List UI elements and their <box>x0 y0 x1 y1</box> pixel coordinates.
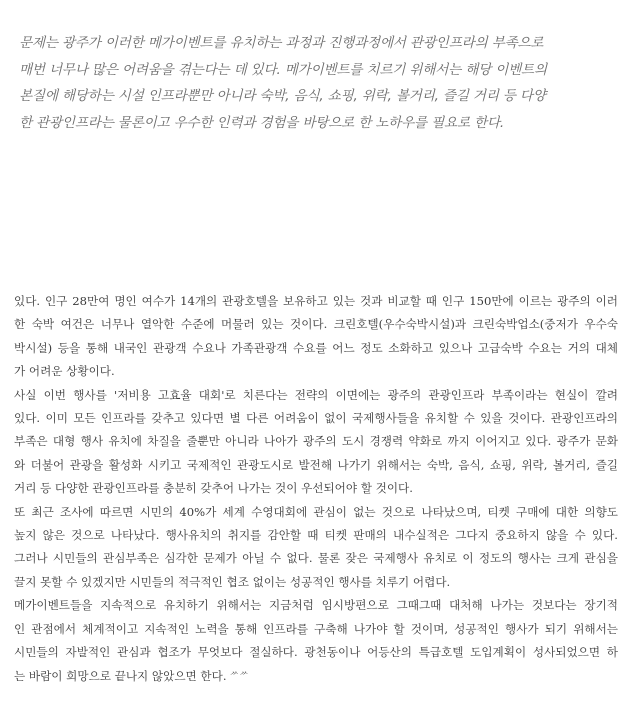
body-line: 높지 않은 것으로 나타났다. 행사유치의 취지를 감안할 때 티켓 판매의 내수실적은 그다지 중요하지 않을 수 있다. <box>14 528 618 543</box>
pullquote-line: 본질에 해당하는 시설 인프라뿐만 아니라 숙박, 음식, 쇼핑, 위락, 볼거리, 즐길 거리 등 다양 <box>19 88 546 104</box>
pullquote <box>19 30 615 136</box>
body-line: 있다. 이미 모든 인프라를 갖추고 있다면 별 다른 어려움이 없이 국제행사들을 유치할 수 있을 것이다. 관광인프라의 <box>14 411 618 426</box>
body-line: 인 관점에서 체계적이고 지속적인 노력을 통해 인프라를 구축해 나가야 할 것이며, 성공적인 행사가 되기 위해서는 <box>14 621 618 636</box>
pullquote-line: 매번 너무나 많은 어려움을 겪는다는 데 있다. 메가이벤트를 치르기 위해서는 해당 이벤트의 <box>19 61 547 78</box>
body-line: 또 최근 조사에 따르면 시민의 40%가 세계 수영대회에 관심이 없는 것으로 나타났으며, 티켓 구매에 대한 의향도 <box>14 504 618 519</box>
pullquote-line: 문제는 광주가 이러한 메가이벤트를 유치하는 과정과 진행과정에서 관광인프라의 부족으로 <box>19 35 544 51</box>
body-line: 사실 이번 행사를 '저비용 고효율 대회'로 치른다는 전략의 이면에는 광주의 관광인프라 부족이라는 현실이 깔려 <box>14 387 618 402</box>
body-line-final <box>14 665 618 689</box>
body-line: 끌지 못할 수 있겠지만 시민들의 적극적인 협조 없이는 성공적인 행사를 치루기 어렵다. <box>14 574 451 589</box>
body-line: 있다. 인구 28만여 명인 여수가 14개의 관광호텔을 보유하고 있는 것과 비교할 때 인구 150만에 이르는 광주의 이러 <box>14 294 618 308</box>
end-mark-icon: ᄽᄽ <box>229 671 249 683</box>
body-line: 거리 등 다양한 관광인프라를 충분히 갖추어 나가는 것이 우선되어야 할 것이다. <box>14 481 413 496</box>
pullquote-line: 한 관광인프라는 물론이고 우수한 인력과 경험을 바탕으로 한 노하우를 필요로 한다. <box>19 114 505 131</box>
body-line: 부족은 대형 행사 유치에 차질을 줄뿐만 아니라 나아가 광주의 도시 경쟁력 약화로 까지 이어지고 있다. 광주가 문화 <box>14 434 618 449</box>
article-body <box>14 290 618 689</box>
body-line: 그러나 시민들의 관심부족은 심각한 문제가 아닐 수 없다. 물론 잦은 국제행사 유치로 이 정도의 행사는 크게 관심을 <box>14 551 618 566</box>
body-line: 박시설) 등을 통해 내국인 관광객 수요나 가족관광객 수요를 어느 정도 소화하고 있으나 고급숙박 수요는 거의 대체 <box>14 340 618 355</box>
body-line: 한 숙박 여건은 너무나 열악한 수준에 머물러 있는 것이다. 크린호텔(우수숙박시설)과 크린숙박업소(중저가 우수숙 <box>14 317 618 332</box>
body-line: 와 더불어 관광을 활성화 시키고 국제적인 관광도시로 발전해 나가기 위해서는 숙박, 음식, 쇼핑, 위락, 볼거리, 즐길 <box>14 457 618 472</box>
body-line: 가 어려운 상황이다. <box>14 364 115 379</box>
body-line: 시민들의 자발적인 관심과 협조가 무엇보다 절실하다. 광천동이나 어등산의 특급호텔 도입계획이 성사되었으면 하 <box>14 645 618 660</box>
body-line: 메가이벤트들을 지속적으로 유치하기 위해서는 지금처럼 임시방편으로 그때그때 대처해 나가는 것보다는 장기적 <box>14 598 618 613</box>
body-line-text: 는 바람이 희망으로 끝나지 않았으면 한다. <box>14 668 227 683</box>
